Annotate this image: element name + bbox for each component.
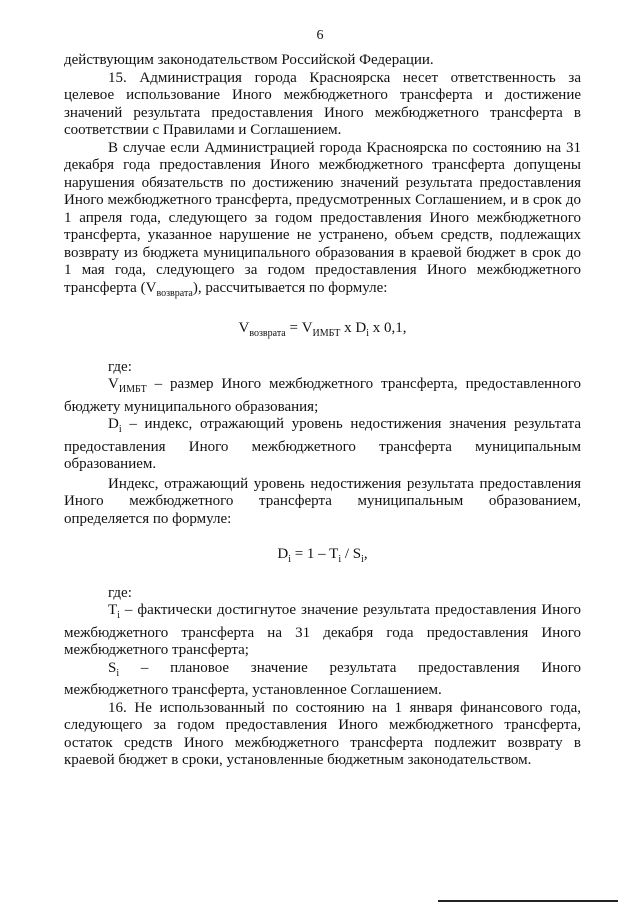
def-t-text: – фактически достигнутое значение результата предоставления Иного межбюджетного трансферта на 31 декабря года предоставления Иного межбюджетного трансферта; (64, 602, 581, 658)
def-t-subscript: i (117, 610, 120, 621)
paragraph-continuation: действующим законодательством Российской Федерации. (64, 52, 434, 68)
paragraph-index: Индекс, отражающий уровень недостижения результата предоставления Иного межбюджетного трансферта муниципальным образованием, определяется по формуле: (64, 475, 581, 527)
document-body (64, 52, 581, 770)
formula2-s-sub: i (361, 554, 364, 565)
page-number: 6 (316, 28, 324, 43)
where-label-2: где: (108, 584, 132, 601)
formula2-d: D (277, 546, 289, 562)
where-label-1: где: (108, 358, 132, 375)
paragraph-violation-text: В случае если Администрацией города Красноярска по состоянию на 31 декабря года предоставления Иного межбюджетного трансферта допущены нарушения обязательств по достижению значений результата предоставления Иного межбюджетного трансферта, предусмотренных Соглашением, и в срок до 1 апреля года, следующего за годом предоставления Иного межбюджетного трансферта, указанное нарушение не устранено, объем средств, подлежащих возврату из бюджета муниципального образования в краевой бюджет в срок до 1 мая года, следующего за годом предоставления Иного межбюджетного трансферта ( (64, 139, 581, 296)
paragraph-16: 16. Не использованный по состоянию на 1 января финансового года, следующего за годом предоставления Иного межбюджетного трансферта, остаток средств Иного межбюджетного трансферта подлежит возврату в краевой бюджет в сроки, установленные бюджетным законодательством. (64, 699, 581, 768)
formula-tail: x 0,1, (369, 320, 407, 336)
def-d-symbol: D (108, 416, 119, 432)
def-d-text: – индекс, отражающий уровень недостижения значения результата предоставления Иного межбюджетного трансферта муниципальным образованием. (64, 416, 581, 472)
def-s-subscript: i (116, 667, 120, 679)
formula2-t-sub: i (338, 554, 342, 565)
formula2-d-sub: i (288, 554, 291, 565)
def-t-symbol: T (108, 602, 118, 618)
def-v-text: – размер Иного межбюджетного трансферта, предоставленного бюджету муниципального образования; (64, 376, 581, 415)
v-return-symbol: V (145, 279, 157, 296)
def-d-subscript: i (118, 424, 122, 435)
scan-edge-mark (438, 900, 618, 902)
paragraph-violation-end: ), рассчитывается по формуле: (192, 279, 388, 296)
paragraph-15: 15. Администрация города Красноярска несет ответственность за целевое использование Иного межбюджетного трансферта и достижение значений результата предоставления Иного межбюджетного трансферта в соответствии с Правилами и Соглашением. (64, 69, 581, 138)
formula-d: x D (340, 320, 367, 336)
definition-v-imbt (64, 376, 581, 416)
def-s-symbol: S (108, 659, 117, 676)
formula2-slash: / S (341, 546, 362, 562)
formula-imbt-sub: ИМБТ (312, 328, 341, 339)
def-v-subscript: ИМБТ (118, 384, 147, 395)
formula-index (64, 546, 581, 569)
definition-di (64, 416, 581, 474)
definition-si (64, 660, 581, 700)
paragraph-violation (64, 140, 581, 303)
formula-return (64, 320, 581, 343)
definition-ti (64, 602, 581, 660)
formula-v: V (238, 320, 250, 336)
formula-v-sub: возврата (249, 328, 286, 339)
formula-eq: = V (285, 320, 313, 336)
def-s-text: – плановое значение результата предоставления Иного межбюджетного трансферта, установленное Соглашением. (64, 659, 581, 698)
formula2-end: , (363, 546, 368, 562)
formula2-mid: = 1 – T (290, 546, 339, 562)
formula-d-sub: i (366, 328, 370, 339)
v-return-subscript: возврата (156, 287, 193, 299)
def-v-symbol: V (108, 376, 119, 392)
